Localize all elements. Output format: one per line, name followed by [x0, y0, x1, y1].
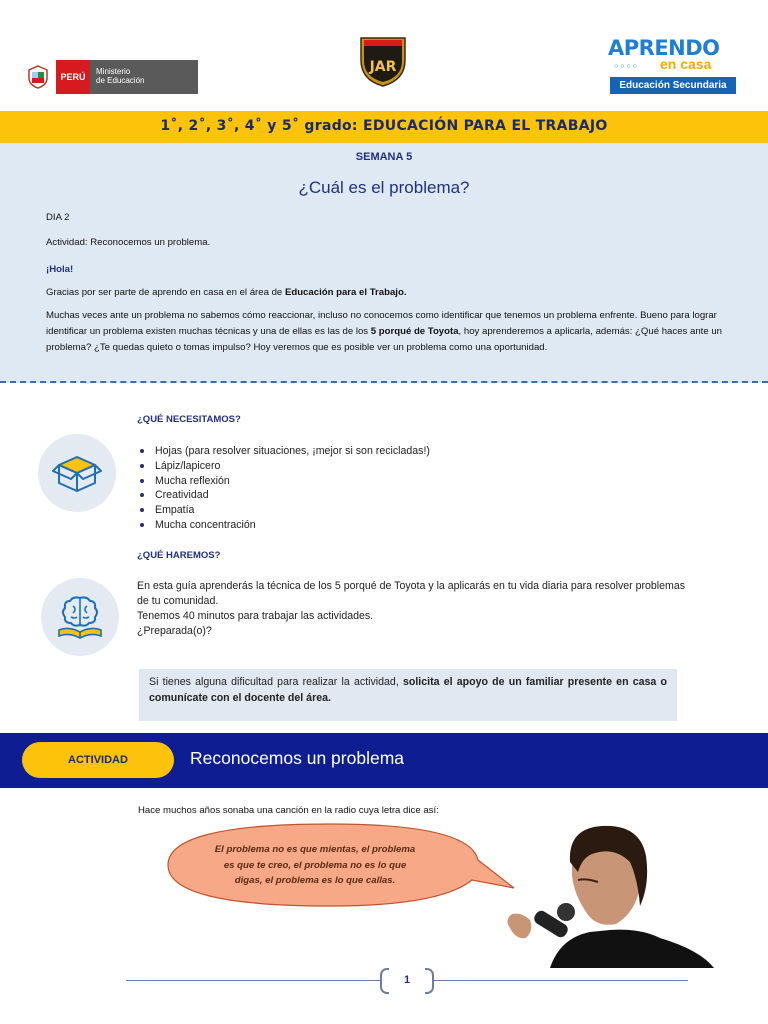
singer-photo [490, 820, 716, 968]
song-intro: Hace muchos años sonaba una canción en la radio cuya letra dice así: [138, 805, 439, 816]
day-label: DIA 2 [46, 212, 70, 223]
ministry-logo [22, 60, 198, 94]
brand-subtitle: en casa [660, 56, 712, 72]
help-note: Si tienes alguna dificultad para realizar la actividad, solicita el apoyo de un familiar presente en casa o comunícate con el docente del área. [139, 669, 677, 721]
activity-line: Actividad: Reconocemos un problema. [46, 237, 211, 248]
needs-heading: ¿QUÉ NECESITAMOS? [137, 414, 241, 425]
school-logo-text: JAR [369, 59, 397, 75]
activity-badge: ACTIVIDAD [22, 742, 174, 778]
list-item: Mucha concentración [137, 518, 430, 533]
brand-badge: Educación Secundaria [610, 77, 736, 94]
grade-band: 1˚, 2˚, 3˚, 4˚ y 5˚ grado: EDUCACIÓN PARA EL TRABAJO [0, 111, 768, 143]
brain-book-icon [41, 578, 119, 656]
page-number: 1 [380, 968, 434, 992]
footer-line [434, 980, 688, 981]
list-item: Lápiz/lapicero [137, 459, 430, 474]
list-item: Creatividad [137, 488, 430, 503]
week-label: SEMANA 5 [355, 151, 413, 163]
thanks-paragraph: Gracias por ser parte de aprendo en casa en el área de Educación para el Trabajo. [46, 287, 407, 298]
brand-dots-icon: ○○○○ [614, 63, 639, 70]
country-label: PERÚ [56, 60, 90, 94]
intro-paragraph: Muchas veces ante un problema no sabemos cómo reaccionar, incluso no conocemos como identificar que tenemos un problema enfrente. Bueno para lograr identificar un problema existen muchas técnicas y una de ellas es las de los 5 porqué de Toyota, hoy aprenderemos a aplicarla, además: ¿Qué haces ante un problema? ¿Te quedas quieto o tomas impulso? Hoy veremos que es posible ver un problema como una oportunidad. [46, 310, 722, 353]
song-lyrics: El problema no es que mientas, el problema es que te creo, el problema no es lo que digas, el problema es lo que callas. [214, 844, 416, 886]
list-item: Hojas (para resolver situaciones, ¡mejor si son recicladas!) [137, 444, 430, 459]
brand-title: APRENDO [608, 36, 720, 60]
coat-of-arms-icon [22, 60, 54, 94]
needs-list [137, 444, 430, 533]
footer-line [126, 980, 380, 981]
ministry-label: Ministerio de Educación [90, 60, 198, 94]
plan-text: En esta guía aprenderás la técnica de los 5 porqué de Toyota y la aplicarás en tu vida diaria para resolver problemas de tu comunidad. Tenemos 40 minutos para trabajar las actividades. ¿Preparada(o)? [137, 580, 686, 637]
plan-heading: ¿QUÉ HAREMOS? [137, 550, 221, 561]
school-crest-icon [358, 34, 408, 88]
activity-title: Reconocemos un problema [190, 748, 405, 768]
dashed-divider [0, 381, 768, 383]
aprendo-en-casa-logo [608, 36, 738, 98]
list-item: Empatía [137, 503, 430, 518]
box-icon [38, 434, 116, 512]
page-title: ¿Cuál es el problema? [298, 178, 470, 197]
greeting: ¡Hola! [46, 264, 74, 275]
list-item: Mucha reflexión [137, 474, 430, 489]
